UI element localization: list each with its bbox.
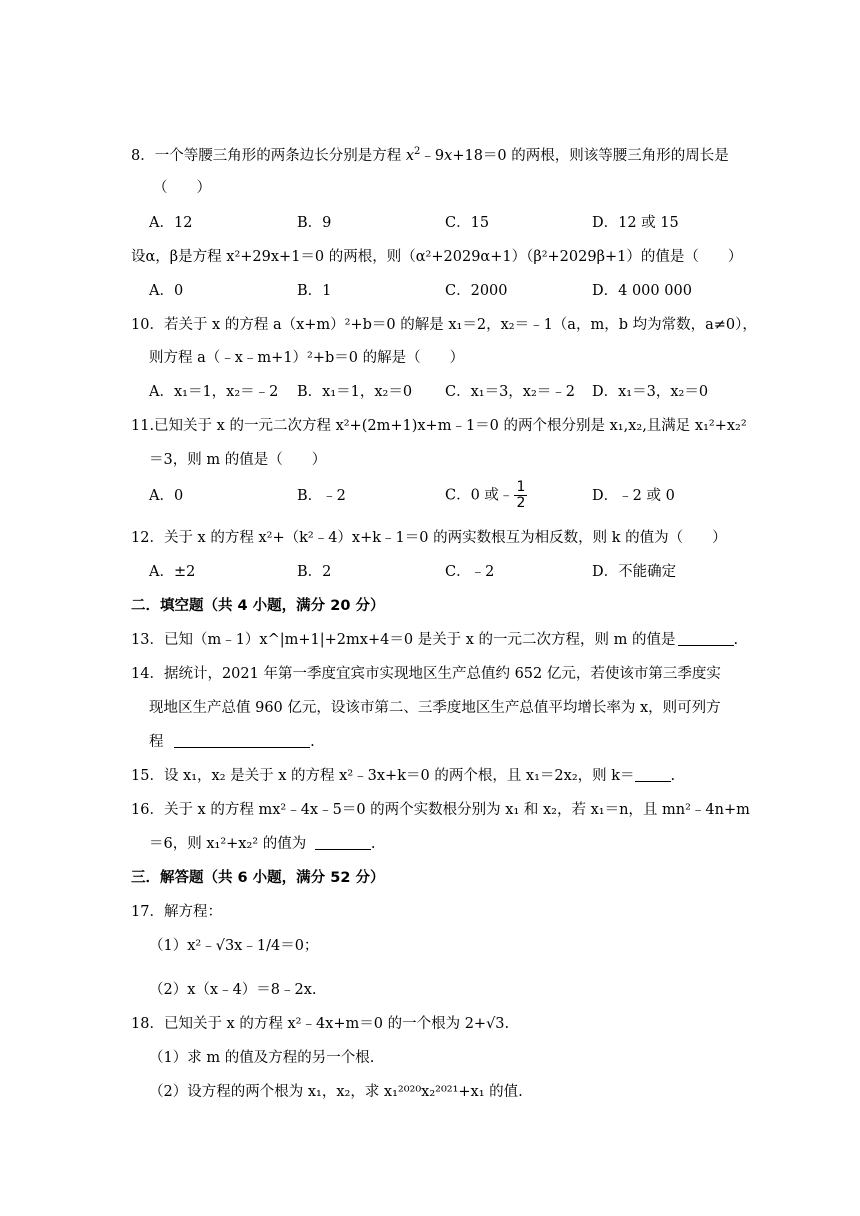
question-8: 8．一个等腰三角形的两条边长分别是方程 $x^2﹣9x+18=0$ 的两根，则该等腰三角形的周长是 (131, 146, 729, 164)
question-16-line1: 16．关于 x 的方程 mx²﹣4x﹣5＝0 的两个实数根分别为 x₁ 和 x₂，若 x₁＝n，且 mn²﹣4n+m (131, 802, 750, 818)
question-17-part2: （2）x（x﹣4）＝8﹣2x. (149, 982, 317, 998)
question-11-line1: 11.已知关于 x 的一元二次方程 x²+(2m+1)x+m﹣1＝0 的两个根分别是 x₁,x₂,且满足 x₁²+x₂² (131, 418, 747, 434)
question-14-line3: 程 . (149, 734, 315, 750)
q10-option-d: D．x₁＝3，x₂＝0 (592, 384, 709, 400)
question-12: 12．关于 x 的方程 x²+（k²﹣4）x+k﹣1＝0 的两实数根互为相反数，则 k 的值为（ ） (131, 530, 727, 546)
question-18-part1: （1）求 m 的值及方程的另一个根. (149, 1050, 375, 1066)
q11-option-a: A．0 (149, 488, 184, 504)
q12-option-a: A．±2 (149, 564, 196, 580)
question-9: 设α，β是方程 x²+29x+1＝0 的两根，则（α²+2029α+1）（β²+2029β+1）的值是（ ） (131, 249, 743, 265)
question-15: 15．设 x₁，x₂ 是关于 x 的方程 x²﹣3x+k＝0 的两个根，且 x₁＝2x₂，则 k＝ . (131, 768, 676, 784)
fraction-one-half: $\frac{1}{2}$ (516, 479, 526, 511)
q8-option-a: A．12 (149, 215, 193, 231)
q9-option-c: C．2000 (445, 283, 508, 299)
question-14-line2: 现地区生产总值 960 亿元，设该市第二、三季度地区生产总值平均增长率为 x，则可列方 (149, 700, 721, 716)
q12-option-d: D．不能确定 (592, 564, 677, 580)
question-10-line2: 则方程 a（﹣x﹣m+1）²+b＝0 的解是（ ） (149, 350, 465, 366)
answer-blank (678, 631, 734, 646)
q9-option-b: B．1 (297, 283, 332, 299)
q12-option-c: C．﹣2 (445, 564, 495, 580)
question-17-part1: （1）x²﹣√3x﹣1/4＝0； (149, 938, 319, 954)
question-10-line1: 10．若关于 x 的方程 a（x+m）²+b＝0 的解是 x₁＝2，x₂＝﹣1（a，m，b 均为常数，a≠0）， (131, 317, 757, 333)
q11-option-b: B．﹣2 (297, 488, 346, 504)
question-16-line2: ＝6，则 x₁²+x₂² 的值为 . (149, 836, 376, 852)
q11-option-c: C．0 或﹣ $\frac{1}{2}$ (445, 479, 526, 511)
answer-blank (315, 835, 371, 850)
answer-blank (174, 733, 310, 748)
q8-option-c: C．15 (445, 215, 490, 231)
question-14-line1: 14．据统计，2021 年第一季度宜宾市实现地区生产总值约 652 亿元，若使该市第三季度实 (131, 666, 721, 682)
question-8-paren: （ ） (153, 180, 211, 196)
answer-blank (635, 767, 671, 782)
q11-option-d: D．﹣2 或 0 (592, 488, 675, 504)
q10-option-b: B．x₁＝1，x₂＝0 (297, 384, 413, 400)
q8-option-d: D．12 或 15 (592, 215, 679, 231)
section-2-heading: 二．填空题（共 4 小题，满分 20 分） (131, 598, 385, 614)
question-18-part2: （2）设方程的两个根为 x₁，x₂，求 x₁²⁰²⁰x₂²⁰²¹+x₁ 的值. (149, 1084, 523, 1100)
q9-option-d: D．4 000 000 (592, 283, 692, 299)
q10-option-c: C．x₁＝3，x₂＝﹣2 (445, 384, 576, 400)
section-3-heading: 三．解答题（共 6 小题，满分 52 分） (131, 870, 385, 886)
q12-option-b: B．2 (297, 564, 332, 580)
question-18-title: 18．已知关于 x 的方程 x²﹣4x+m＝0 的一个根为 2+√3. (131, 1016, 510, 1032)
q10-option-a: A．x₁＝1，x₂＝﹣2 (149, 384, 279, 400)
q9-option-a: A．0 (149, 283, 184, 299)
question-13: 13．已知（m﹣1）x^|m+1|+2mx+4＝0 是关于 x 的一元二次方程，则 m 的值是 . (131, 632, 739, 648)
question-17-title: 17．解方程： (131, 904, 222, 920)
question-11-line2: ＝3，则 m 的值是（ ） (149, 452, 327, 468)
q8-option-b: B．9 (297, 215, 332, 231)
